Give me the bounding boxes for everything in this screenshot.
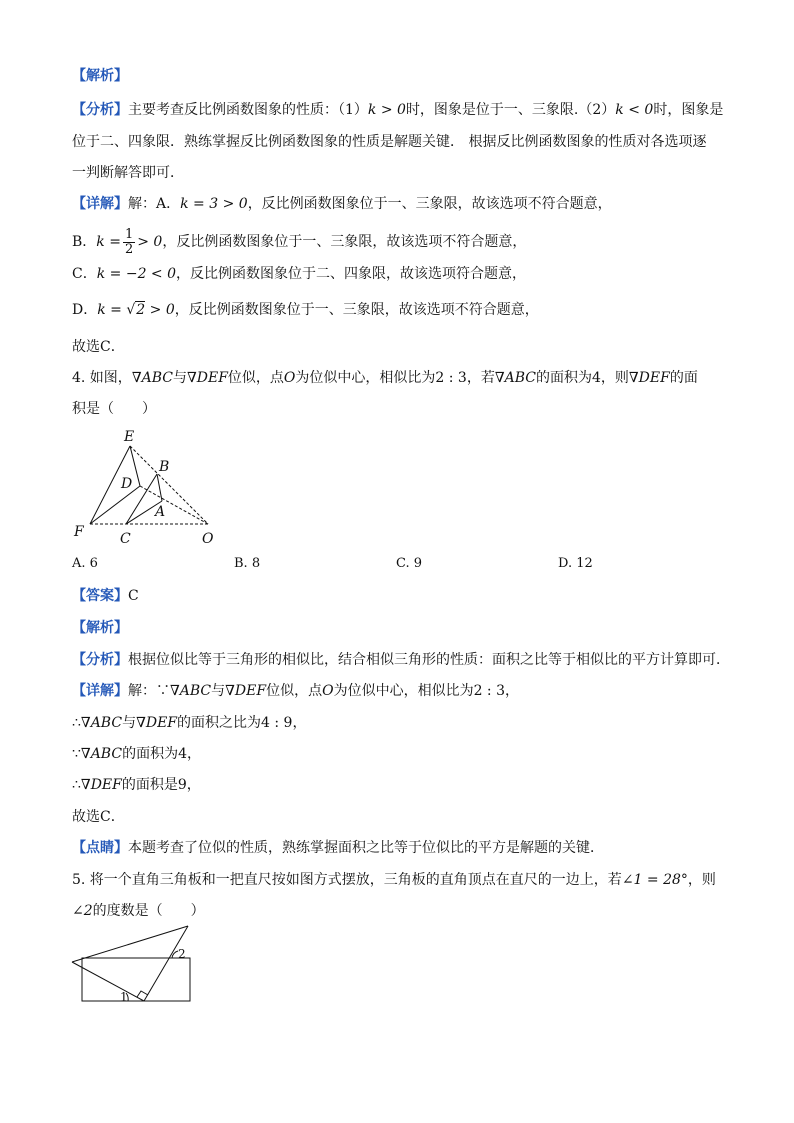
xiangjie-option-d: D．k = √2 > 0，反比例函数图象位于一、三象限，故该选项不符合题意， bbox=[72, 302, 539, 318]
q4-dianjing: 【点睛】本题考查了位似的性质，熟练掌握面积之比等于位似比的平方是解题的关键． bbox=[72, 840, 604, 856]
q4-step-4: ∴∇DEF的面积是9， bbox=[72, 777, 201, 793]
q4-stem-line-1: 4. 如图，∇ABC与∇DEF位似，点O为位似中心，相似比为2 : 3，若∇ABC的面积为4，则∇DEF的面 bbox=[72, 370, 698, 386]
label-2: 2 bbox=[178, 947, 186, 961]
q4-step-3: ∵∇ABC的面积为4， bbox=[72, 746, 201, 762]
label-C: C bbox=[120, 531, 131, 547]
label-F: F bbox=[74, 524, 84, 540]
q5-ruler-triangle-figure bbox=[68, 922, 198, 1006]
q4-answer: 【答案】C bbox=[72, 588, 139, 604]
q4-fenxi: 【分析】根据位似比等于三角形的相似比，结合相似三角形的性质：面积之比等于相似比的平方计算即可． bbox=[72, 652, 730, 668]
choose-c-1: 故选C． bbox=[72, 339, 125, 355]
label-E: E bbox=[124, 429, 135, 445]
label-O: O bbox=[202, 531, 214, 547]
label-B: B bbox=[159, 459, 170, 475]
dashed-DO bbox=[140, 486, 208, 524]
jiexi-heading: 【解析】 bbox=[72, 68, 128, 84]
xiangjie-option-c: C．k = −2 < 0，反比例函数图象位于二、四象限，故该选项符合题意， bbox=[72, 266, 527, 282]
q4-homothety-figure bbox=[66, 424, 226, 548]
q4-option-d: D. 12 bbox=[558, 556, 593, 571]
q4-jiexi-heading: 【解析】 bbox=[72, 620, 128, 636]
q4-option-b: B. 8 bbox=[234, 556, 261, 571]
label-A: A bbox=[155, 504, 166, 520]
triangle-leg-left bbox=[72, 962, 144, 1001]
q4-step-2: ∴∇ABC与∇DEF的面积之比为4 : 9， bbox=[72, 715, 307, 731]
q4-option-a: A. 6 bbox=[72, 556, 98, 571]
q4-option-c: C. 9 bbox=[396, 556, 423, 571]
choose-c-2: 故选C． bbox=[72, 809, 125, 825]
fenxi-line-1: 【分析】主要考查反比例函数图象的性质：（1）k > 0时，图象是位于一、三象限.（2）k < 0时，图象是 bbox=[72, 102, 724, 118]
fenxi-line-2: 位于二、四象限．熟练掌握反比例函数图象的性质是解题关键． 根据反比例函数图象的性质对各选项逐 bbox=[72, 134, 707, 150]
q4-step-1: 【详解】解：∵∇ABC与∇DEF位似，点O为位似中心，相似比为2 : 3， bbox=[72, 683, 520, 699]
dashed-EO bbox=[130, 446, 208, 524]
sqrt-symbol: √ bbox=[126, 302, 136, 318]
label-1: 1 bbox=[120, 990, 128, 1004]
q4-stem-line-2: 积是（ ） bbox=[72, 401, 156, 417]
q5-stem-line-2: ∠2的度数是（ ） bbox=[72, 903, 205, 919]
fenxi-line-3: 一判断解答即可． bbox=[72, 165, 184, 181]
q5-stem-line-1: 5. 将一个直角三角板和一把直尺按如图方式摆放，三角板的直角顶点在直尺的一边上，若∠1 = 28°，则 bbox=[72, 872, 716, 888]
xiangjie-option-b: B．k = $\frac{1}{2}$ > 0，反比例函数图象位于一、三象限，故该选项不符合题意， bbox=[72, 226, 527, 257]
xiangjie-option-a: 【详解】解：A．k = 3 > 0，反比例函数图象位于一、三象限，故该选项不符合题意， bbox=[72, 196, 612, 212]
label-D: D bbox=[121, 476, 133, 492]
edge-DF bbox=[90, 486, 140, 524]
ruler bbox=[82, 958, 190, 1001]
fraction-one-half: $\frac{1}{2}$ bbox=[124, 226, 134, 257]
